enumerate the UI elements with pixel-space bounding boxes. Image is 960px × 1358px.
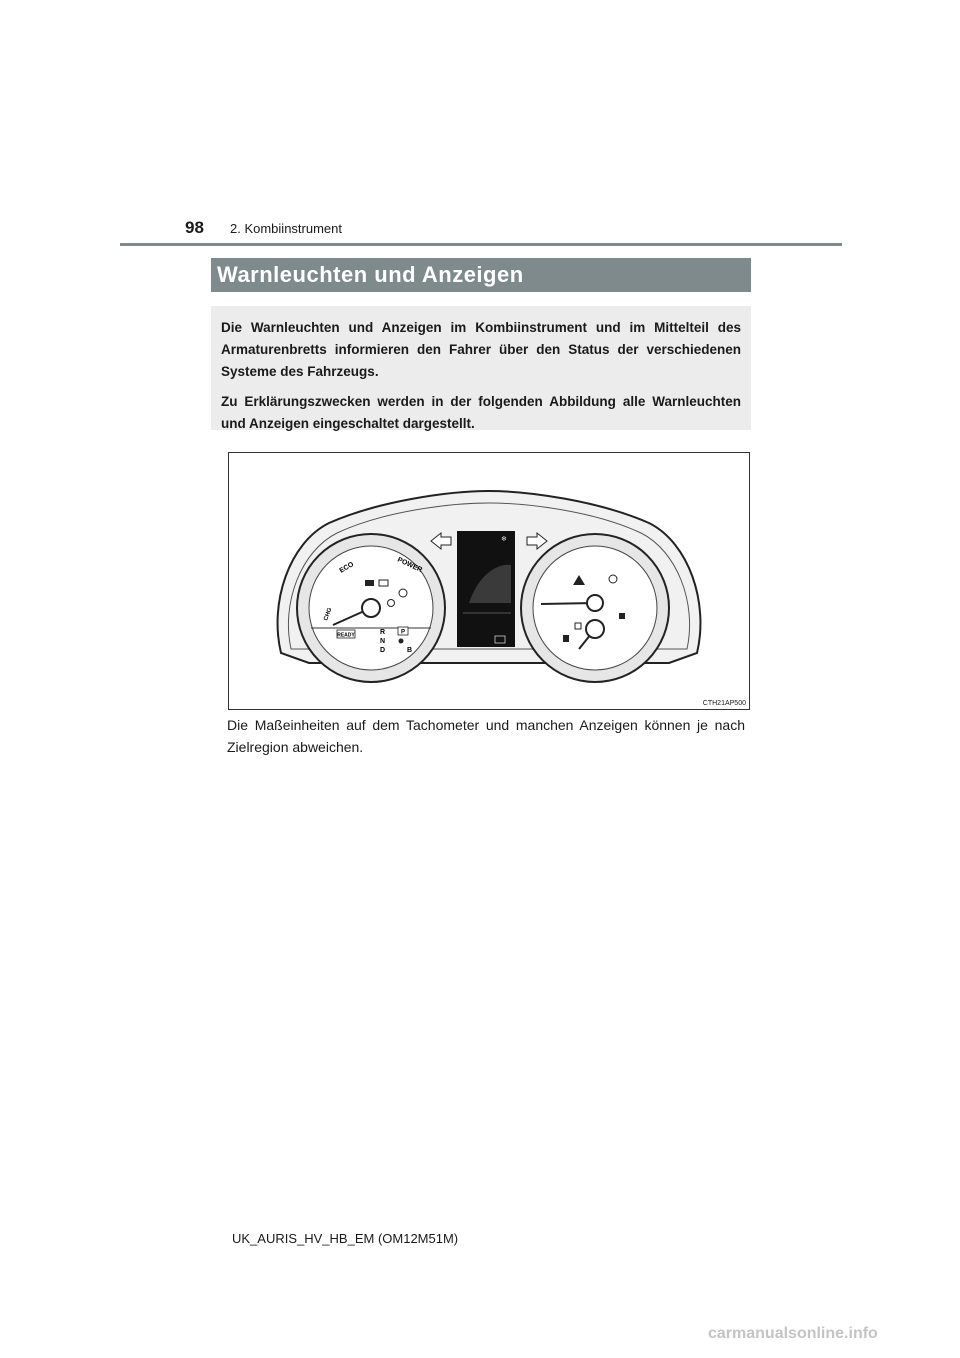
center-display (457, 531, 515, 647)
hybrid-indicator-gauge (297, 534, 445, 682)
speedometer-gauge (521, 534, 669, 682)
figure-caption: Die Maßeinheiten auf dem Tachometer und manchen Anzeigen können je nach Zielregion abweichen. (227, 717, 745, 755)
gear-r-label: R (380, 629, 386, 636)
power-label: POWER (396, 556, 424, 574)
intro-paragraph-2: Zu Erklärungszwecken werden in der folgenden Abbildung alle Warnleuchten und Anzeigen eingeschaltet dargestellt. (221, 394, 741, 431)
gear-n-label: N (380, 638, 386, 645)
page-title: Warnleuchten und Anzeigen (211, 258, 751, 292)
eco-label: ECO (338, 561, 356, 575)
page-number: 98 (185, 218, 204, 237)
manual-code: UK_AURIS_HV_HB_EM (OM12M51M) (232, 1231, 459, 1246)
section-title: 2. Kombiinstrument (230, 221, 342, 236)
door-icon (619, 613, 625, 619)
gear-p-label: P (400, 629, 406, 636)
figure-code: CTH21AP500 (702, 700, 746, 707)
headlight-icon (365, 580, 374, 586)
instrument-cluster-figure (228, 452, 750, 710)
instrument-cluster-illustration (229, 453, 749, 709)
intro-box (211, 306, 751, 430)
snowflake-icon: ❄ (501, 536, 507, 543)
fuel-icon (563, 635, 569, 642)
charge-label: CHG (323, 607, 334, 622)
gear-b-label: B (407, 647, 413, 654)
ready-indicator: READY (337, 632, 355, 639)
watermark[interactable]: carmanualsonline.info (708, 1325, 878, 1342)
gear-d-label: D (380, 647, 386, 654)
intro-paragraph-1: Die Warnleuchten und Anzeigen im Kombiinstrument und im Mittelteil des Armaturenbretts informieren den Fahrer über den Status der verschiedenen Systeme des Fahrzeugs. (221, 320, 741, 379)
header-divider (120, 243, 842, 246)
